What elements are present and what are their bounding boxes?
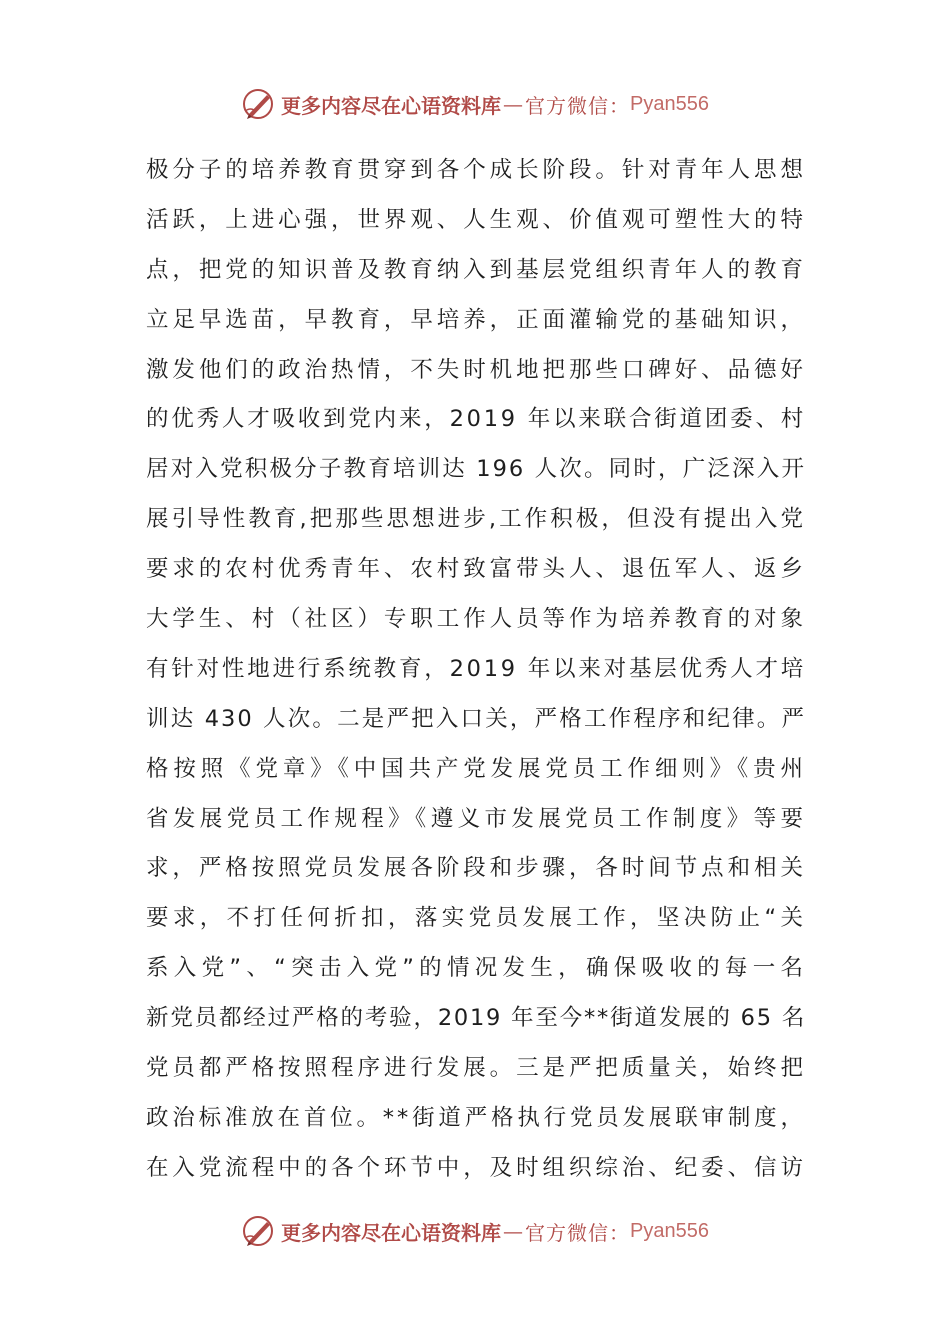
text-line: 居对入党积极分子教育培训达 196 人次。同时，广泛深入开 xyxy=(146,456,806,483)
text-line: 大学生、村（社区）专职工作人员等作为培养教育的对象 xyxy=(146,606,806,633)
watermark-separator: — xyxy=(503,1219,524,1243)
watermark-contact-label: 官方微信： xyxy=(525,1220,631,1245)
text-line: 展引导性教育,把那些思想进步,工作积极，但没有提出入党 xyxy=(146,506,806,533)
watermark-contact-id: Pyan556 xyxy=(630,1219,709,1242)
text-line: 立足早选苗，早教育，早培养，正面灌输党的基础知识， xyxy=(146,306,806,333)
watermark-contact-label: 官方微信： xyxy=(525,93,631,118)
text-line: 系入党”、“突击入党”的情况发生，确保吸收的每一名 xyxy=(146,955,806,982)
text-line: 要求，不打任何折扣，落实党员发展工作，坚决防止“关 xyxy=(146,905,806,932)
text-line: 活跃，上进心强，世界观、人生观、价值观可塑性大的特 xyxy=(146,206,806,233)
text-line: 政治标准放在首位。**街道严格执行党员发展联审制度， xyxy=(146,1104,806,1131)
text-line: 求，严格按照党员发展各阶段和步骤，各时间节点和相关 xyxy=(146,855,806,882)
text-line: 点，把党的知识普及教育纳入到基层党组织青年人的教育 xyxy=(146,256,806,283)
text-line: 激发他们的政治热情，不失时机地把那些口碑好、品德好 xyxy=(146,356,806,383)
text-line: 格按照《党章》《中国共产党发展党员工作细则》《贵州 xyxy=(146,755,806,782)
watermark-separator: — xyxy=(503,92,524,116)
text-line: 省发展党员工作规程》《遵义市发展党员工作制度》等要 xyxy=(146,805,806,832)
footer-watermark xyxy=(0,1211,950,1251)
text-line: 在入党流程中的各个环节中，及时组织综治、纪委、信访 xyxy=(146,1154,806,1181)
pen-logo-icon xyxy=(241,87,277,121)
text-line: 要求的农村优秀青年、农村致富带头人、退伍军人、返乡 xyxy=(146,556,806,583)
text-line: 党员都严格按照程序进行发展。三是严把质量关，始终把 xyxy=(146,1055,806,1082)
text-line: 的优秀人才吸收到党内来，2019 年以来联合街道团委、村 xyxy=(146,406,806,433)
watermark-brand: 更多内容尽在心语资料库 xyxy=(281,1220,502,1245)
text-line: 极分子的培养教育贯穿到各个成长阶段。针对青年人思想 xyxy=(146,157,806,183)
text-line: 有针对性地进行系统教育，2019 年以来对基层优秀人才培 xyxy=(146,655,806,682)
watermark-brand: 更多内容尽在心语资料库 xyxy=(281,93,502,118)
watermark-contact-id: Pyan556 xyxy=(630,92,709,115)
pen-logo-icon xyxy=(241,1214,277,1248)
text-line: 训达 430 人次。二是严把入口关，严格工作程序和纪律。严 xyxy=(146,705,806,732)
body-paragraph xyxy=(146,146,806,1194)
text-line: 新党员都经过严格的考验，2019 年至今**街道发展的 65 名 xyxy=(146,1005,806,1032)
header-watermark xyxy=(0,84,950,124)
